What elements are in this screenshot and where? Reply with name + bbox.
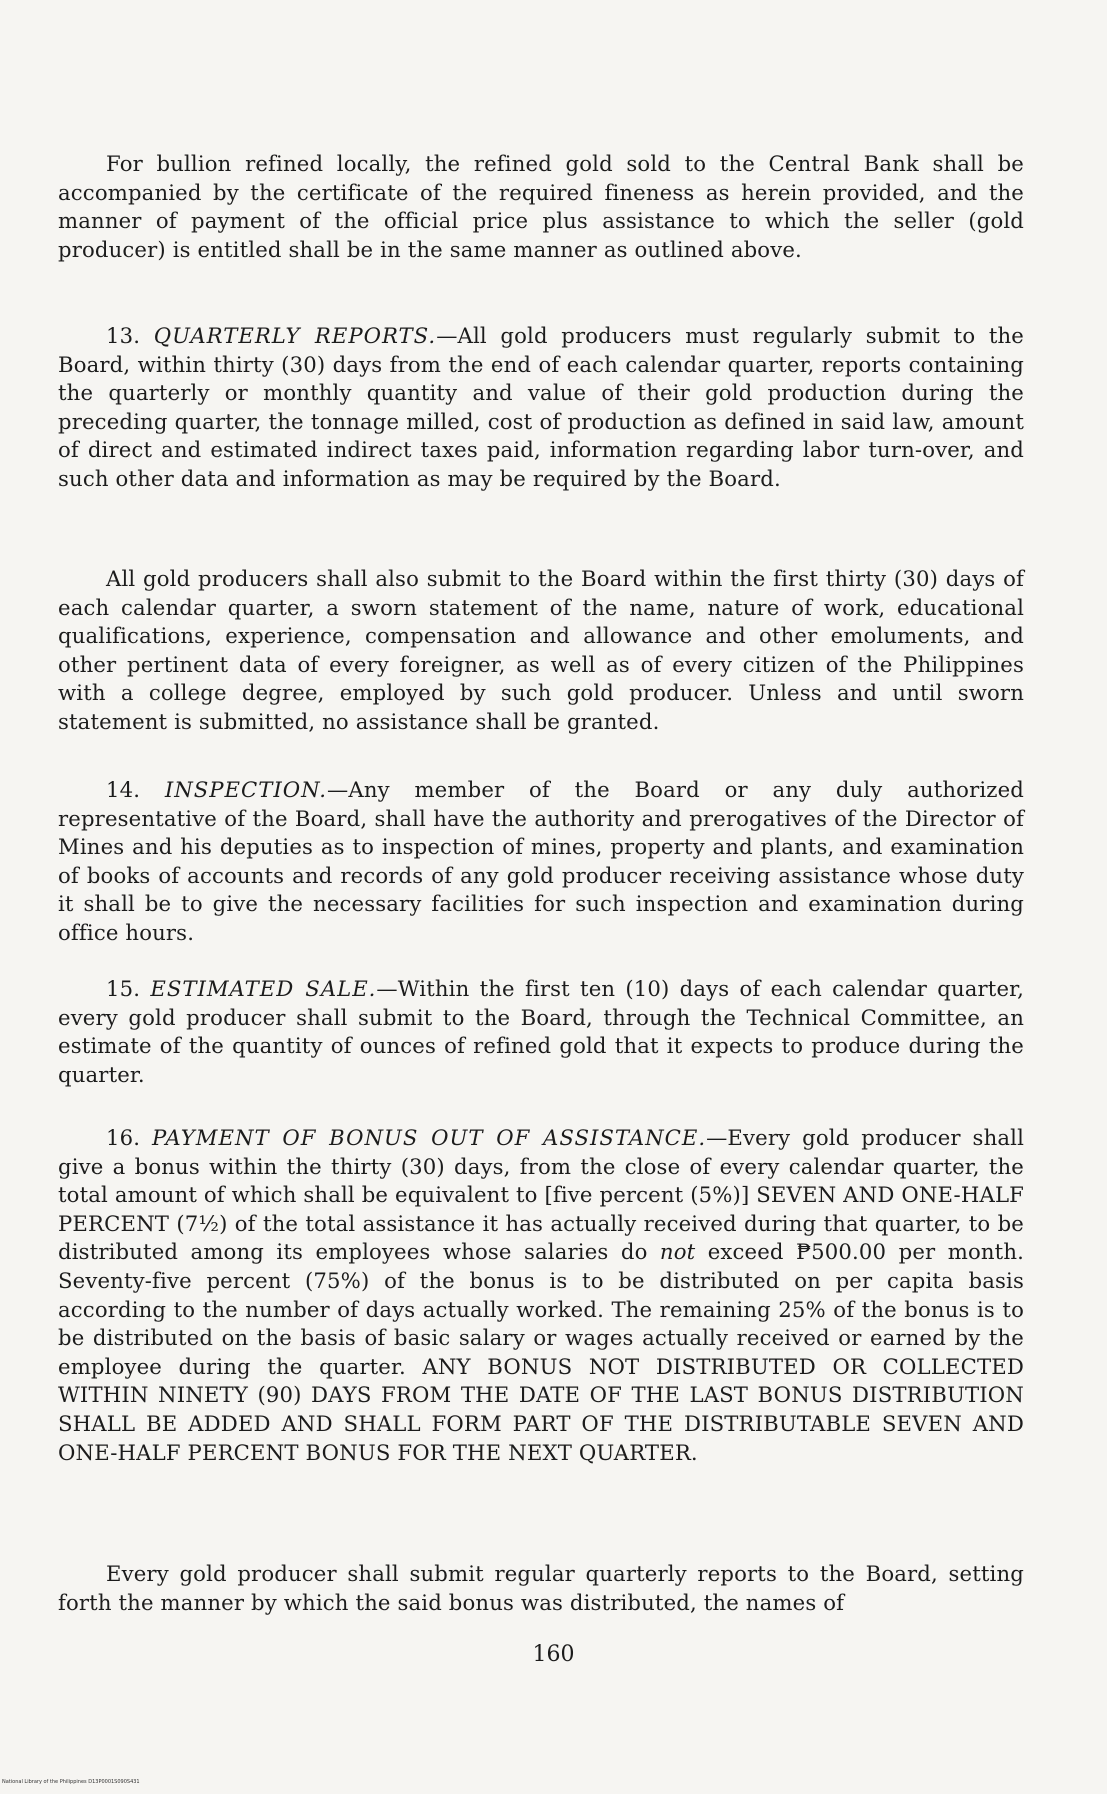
emphasis-not: not [659,1239,696,1265]
section-number: 14. [106,777,141,802]
section-body: —Within the first ten (10) days of each calendar quarter, every gold producer shall submit to the Board, through the Technical Committee, an estimate of the quantity of ounces of refined gold that it expects to produce during the quarter. [58,976,1024,1087]
section-title: ESTIMATED SALE. [150,976,377,1001]
section-title: PAYMENT OF BONUS OUT OF ASSISTANCE. [152,1125,707,1150]
section-number: 13. [106,323,141,348]
paragraph-sworn-statement: All gold producers shall also submit to the Board within the first thirty (30) days of each calendar quarter, a sworn statement of the name, nature of work, educational qualifications, experience, compensation and allowance and other emoluments, and other pertinent data of every foreigner, as well as of every citizen of the Philippines with a college degree, employed by such gold producer. Unless and until sworn statement is submitted, no assistance shall be granted. [58,566,1024,734]
paragraph-bonus-reports: Every gold producer shall submit regular quarterly reports to the Board, setting forth the manner by which the said bonus was distributed, the names of [58,1561,1024,1615]
section-body: —Any member of the Board or any duly authorized representative of the Board, shall have the authority and prerogatives of the Director of Mines and his deputies as to inspection of mines, property and plants, and examination of books of accounts and records of any gold producer receiving assistance whose duty it shall be to give the necessary facilities for such inspection and examination during office hours. [58,777,1024,945]
paragraph-inspection [58,776,1024,948]
section-body: —All gold producers must regularly submit to the Board, within thirty (30) days from the end of each calendar quarter, reports containing the quarterly or monthly quantity and value of their gold production during the preceding quarter, the tonnage milled, cost of production as defined in said law, amount of direct and estimated indirect taxes paid, information regarding labor turn-over, and such other data and information as may be required by the Board. [58,323,1025,491]
paragraph-bullion-refined: For bullion refined locally, the refined gold sold to the Central Bank shall be accompanied by the certificate of the required fineness as herein provided, and the manner of payment of the official price plus assistance to which the seller (gold producer) is entitled shall be in the same manner as outlined above. [58,151,1024,262]
section-title: INSPECTION. [164,777,328,802]
paragraph-estimated-sale [58,975,1024,1089]
footer-archive-label: National Library of the Philippines D13P0001S090S431 [2,1779,140,1785]
section-body-part-a: —Every gold producer shall give a bonus within the thirty (30) days, from the close of every calendar quarter, the total amount of which shall be equivalent to [five percent (5%)] SEVEN AND ONE-HALF PERCENT (7½) of the total assistance it has actually received during that quarter, to be distributed among its employees whose salaries do [58,1125,1025,1265]
paragraph-quarterly-reports [58,322,1024,494]
section-number: 15. [106,976,141,1001]
paragraph-payment-of-bonus [58,1124,1024,1467]
section-number: 16. [106,1125,141,1150]
section-body-part-b: exceed ₱500.00 per month. Seventy-five percent (75%) of the bonus is to be distributed on per capita basis according to the number of days actually worked. The remaining 25% of the bonus is to be distributed on the basis of basic salary or wages actually received or earned by the employee during the quarter. ANY BONUS NOT DISTRIBUTED OR COLLECTED WITHIN NINETY (90) DAYS FROM THE DATE OF THE LAST BONUS DISTRIBUTION SHALL BE ADDED AND SHALL FORM PART OF THE DISTRIBUTABLE SEVEN AND ONE-HALF PERCENT BONUS FOR THE NEXT QUARTER. [58,1239,1025,1465]
section-title: QUARTERLY REPORTS. [153,323,437,348]
page-number: 160 [532,1642,575,1667]
